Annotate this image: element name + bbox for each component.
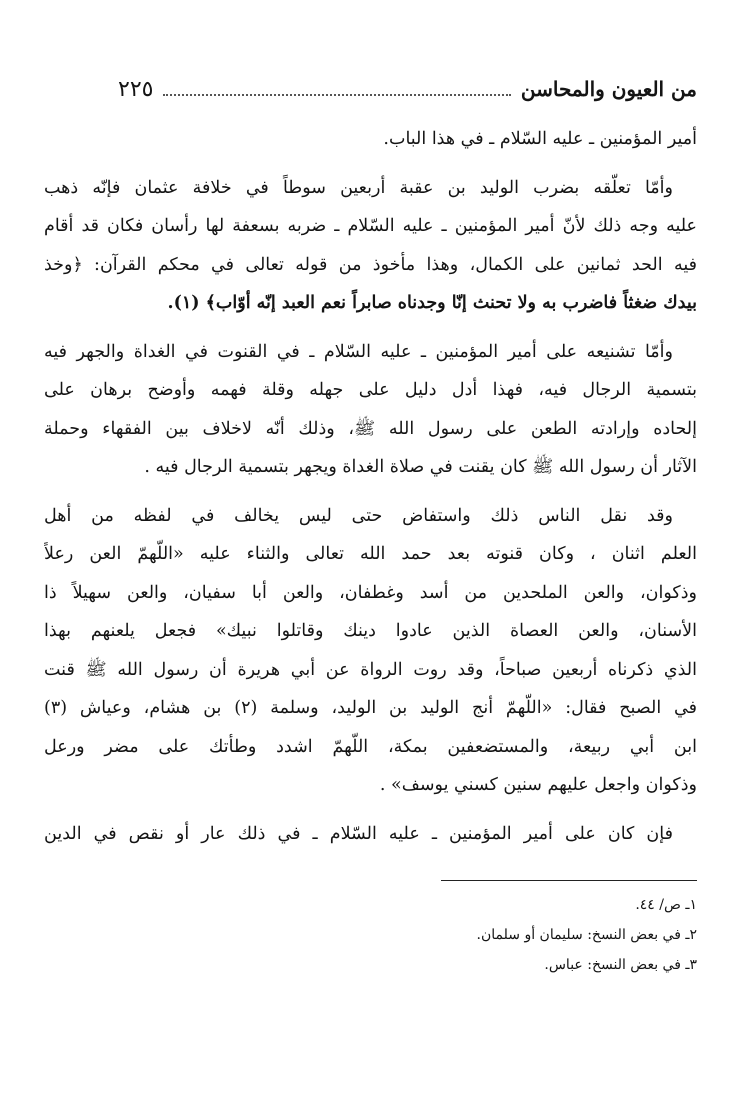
footnotes — [44, 890, 697, 980]
text-line: وذكوان، والعن الملحدين من أسد وغطفان، والعن أبا سفيان، والعن سهيلاً ذا — [44, 582, 697, 603]
text-line: ابن أبي ربيعة، والمستضعفين بمكة، اللّهمّ اشدد وطأتك على مضر ورعل — [44, 736, 697, 757]
paragraph-gap — [44, 805, 697, 815]
text-line: بتسمية الرجال فيه، فهذا أدل دليل على جهله وقلة فهمه وأوضح برهان على — [44, 380, 697, 400]
running-header — [118, 72, 697, 106]
text-line: بيدك ضغثاً فاضرب به ولا تحنث إنّا وجدناه صابراً نعم العبد إنّه أوّاب﴾ (١). — [167, 293, 697, 313]
text-line: عليه وجه ذلك لأنّ أمير المؤمنين ـ عليه السّلام ـ ضربه بسعفة لها رأسان فكان قد أقام — [44, 216, 697, 236]
text-line: فإن كان على أمير المؤمنين ـ عليه السّلام ـ في ذلك عار أو نقص في الدين — [44, 823, 673, 844]
body-text — [44, 120, 697, 853]
header-title: من العيون والمحاسن — [520, 77, 697, 101]
text-line: وأمّا تشنيعه على أمير المؤمنين ـ عليه السّلام ـ في القنوت في الغداة والجهر فيه — [44, 341, 673, 362]
paragraph-gap — [44, 323, 697, 333]
paragraph-gap — [44, 159, 697, 169]
text-line: أمير المؤمنين ـ عليه السّلام ـ في هذا الباب. — [383, 129, 697, 149]
text-line: الأسنان، والعن العصاة الذين عادوا دينك وقاتلوا نبيك» فجعل يلعنهم بهذا — [44, 621, 697, 641]
text-line: إلحاده وإرادته الطعن على رسول الله ﷺ، وذلك أنّه لاخلاف بين الفقهاء وحملة — [44, 418, 697, 439]
text-line: العلم اثنان ، وكان قنوته بعد حمد الله تعالى والثناء عليه «اللّهمّ العن رعلاً — [44, 544, 697, 564]
text-line: وذكوان واجعل عليهم سنين كسني يوسف» . — [379, 775, 697, 795]
text-line: الذي ذكرناه أربعين صباحاً، وقد روت الرواة عن أبي هريرة أن رسول الله ﷺ قنت — [44, 659, 697, 680]
footnote: ٣ـ في بعض النسخ: عباس. — [544, 957, 697, 973]
header-leader-dots — [163, 94, 510, 96]
footnote: ١ـ ص/ ٤٤. — [635, 897, 697, 913]
text-line: وأمّا تعلّقه بضرب الوليد بن عقبة أربعين سوطاً في خلافة عثمان فإنّه ذهب — [44, 177, 673, 198]
text-line: الآثار أن رسول الله ﷺ كان يقنت في صلاة الغداة ويجهر بتسمية الرجال فيه . — [144, 457, 697, 477]
text-line: وقد نقل الناس ذلك واستفاض حتى ليس يخالف في لفظه من أهل — [44, 505, 673, 526]
text-line: فيه الحد ثمانين على الكمال، وهذا مأخوذ من قوله تعالى في محكم القرآن: ﴿وخذ — [44, 254, 697, 275]
footnote: ٢ـ في بعض النسخ: سليمان أو سلمان. — [476, 927, 697, 943]
footnote-divider — [441, 880, 697, 881]
page-number: ٢٢٥ — [118, 76, 154, 102]
paragraph-gap — [44, 487, 697, 497]
text-line: في الصبح فقال: «اللّهمّ أنج الوليد بن الوليد، وسلمة (٢) بن هشام، وعياش (٣) — [44, 698, 697, 718]
